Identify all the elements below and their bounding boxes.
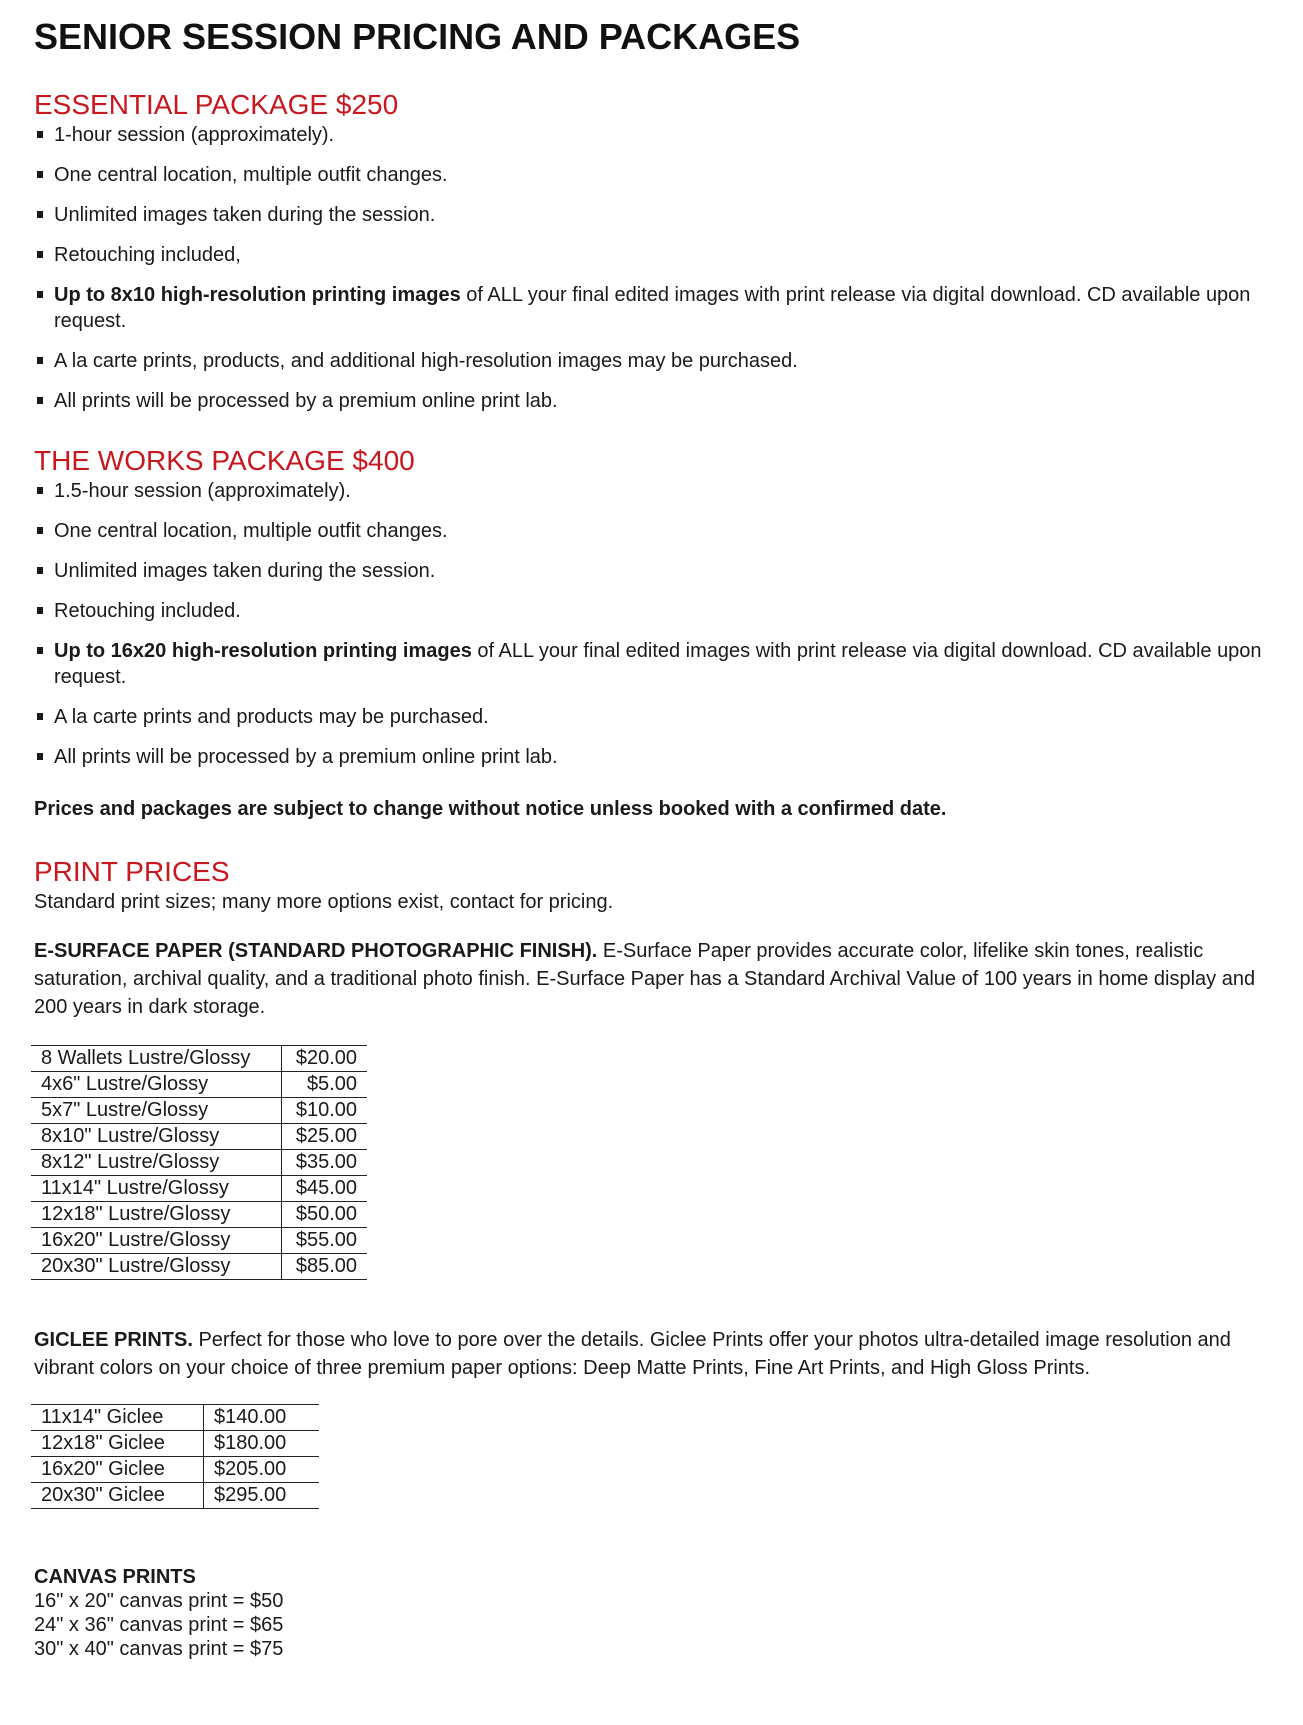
list-item: A la carte prints, products, and additional high-resolution images may be purchased. xyxy=(34,348,1274,374)
bullet-icon xyxy=(37,211,43,218)
bullet-icon xyxy=(37,713,43,720)
bullet-icon xyxy=(37,251,43,258)
table-row: 20x30" Giclee $295.00 xyxy=(31,1483,319,1509)
esurface-description: E-SURFACE PAPER (STANDARD PHOTOGRAPHIC FINISH). E-Surface Paper provides accurate color, lifelike skin tones, realistic saturation, archival quality, and a traditional photo finish. E-Surface Paper has a Standard Archival Value of 100 years in home display and 200 years in dark storage. xyxy=(34,940,1256,1018)
print-prices-intro: Standard print sizes; many more options exist, contact for pricing. xyxy=(34,891,614,913)
table-row: 11x14" Lustre/Glossy $45.00 xyxy=(31,1176,367,1202)
bullet-icon xyxy=(37,607,43,614)
bullet-icon xyxy=(37,397,43,404)
table-row: 5x7" Lustre/Glossy $10.00 xyxy=(31,1098,367,1124)
page-title: SENIOR SESSION PRICING AND PACKAGES xyxy=(34,16,801,57)
list-item: A la carte prints and products may be purchased. xyxy=(34,704,1274,730)
table-row: 8 Wallets Lustre/Glossy $20.00 xyxy=(31,1046,367,1072)
bullet-icon xyxy=(37,131,43,138)
bullet-icon xyxy=(37,357,43,364)
list-item: Unlimited images taken during the session. xyxy=(34,558,1274,584)
list-item: 1.5-hour session (approximately). xyxy=(34,478,1274,504)
essential-package-list xyxy=(34,122,1274,414)
giclee-price-table xyxy=(31,1404,319,1509)
bullet-icon xyxy=(37,487,43,494)
essential-package-heading: ESSENTIAL PACKAGE $250 xyxy=(34,89,399,120)
bullet-icon xyxy=(37,647,43,654)
list-item: Retouching included. xyxy=(34,598,1274,624)
list-item: 1-hour session (approximately). xyxy=(34,122,1274,148)
table-row: 16x20" Lustre/Glossy $55.00 xyxy=(31,1228,367,1254)
esurface-title: E-SURFACE PAPER (STANDARD PHOTOGRAPHIC FINISH). xyxy=(34,940,598,962)
document-page xyxy=(34,8,1274,1661)
table-row: 12x18" Giclee $180.00 xyxy=(31,1431,319,1457)
table-row: 8x10" Lustre/Glossy $25.00 xyxy=(31,1124,367,1150)
print-prices-heading: PRINT PRICES xyxy=(34,856,230,887)
table-row: 4x6" Lustre/Glossy $5.00 xyxy=(31,1072,367,1098)
bullet-icon xyxy=(37,753,43,760)
bullet-icon xyxy=(37,527,43,534)
table-row: 8x12" Lustre/Glossy $35.00 xyxy=(31,1150,367,1176)
canvas-price-line: 30" x 40" canvas print = $75 xyxy=(34,1638,284,1660)
table-row: 20x30" Lustre/Glossy $85.00 xyxy=(31,1254,367,1280)
esurface-price-table xyxy=(31,1045,367,1280)
list-item: Retouching included, xyxy=(34,242,1274,268)
list-item: One central location, multiple outfit changes. xyxy=(34,162,1274,188)
list-item: Up to 16x20 high-resolution printing images of ALL your final edited images with print release via digital download. CD available upon request. xyxy=(34,638,1274,690)
table-row: 11x14" Giclee $140.00 xyxy=(31,1405,319,1431)
bullet-icon xyxy=(37,567,43,574)
list-item: Up to 8x10 high-resolution printing images of ALL your final edited images with print release via digital download. CD available upon request. xyxy=(34,282,1274,334)
canvas-price-line: 16" x 20" canvas print = $50 xyxy=(34,1590,284,1612)
canvas-prints-heading: CANVAS PRINTS xyxy=(34,1566,196,1588)
works-package-list xyxy=(34,478,1274,770)
list-item: One central location, multiple outfit changes. xyxy=(34,518,1274,544)
works-package-heading: THE WORKS PACKAGE $400 xyxy=(34,445,415,476)
list-item: All prints will be processed by a premium online print lab. xyxy=(34,744,1274,770)
giclee-description: GICLEE PRINTS. Perfect for those who love to pore over the details. Giclee Prints offer your photos ultra-detailed image resolution and vibrant colors on your choice of three premium paper options: Deep Matte Prints, Fine Art Prints, and High Gloss Prints. xyxy=(34,1329,1231,1379)
canvas-price-line: 24" x 36" canvas print = $65 xyxy=(34,1614,284,1636)
disclaimer-text: Prices and packages are subject to change without notice unless booked with a confirmed date. xyxy=(34,798,947,820)
giclee-title: GICLEE PRINTS. xyxy=(34,1329,193,1351)
table-row: 16x20" Giclee $205.00 xyxy=(31,1457,319,1483)
list-item: All prints will be processed by a premium online print lab. xyxy=(34,388,1274,414)
bullet-icon xyxy=(37,171,43,178)
table-row: 12x18" Lustre/Glossy $50.00 xyxy=(31,1202,367,1228)
list-item: Unlimited images taken during the session. xyxy=(34,202,1274,228)
bullet-icon xyxy=(37,291,43,298)
